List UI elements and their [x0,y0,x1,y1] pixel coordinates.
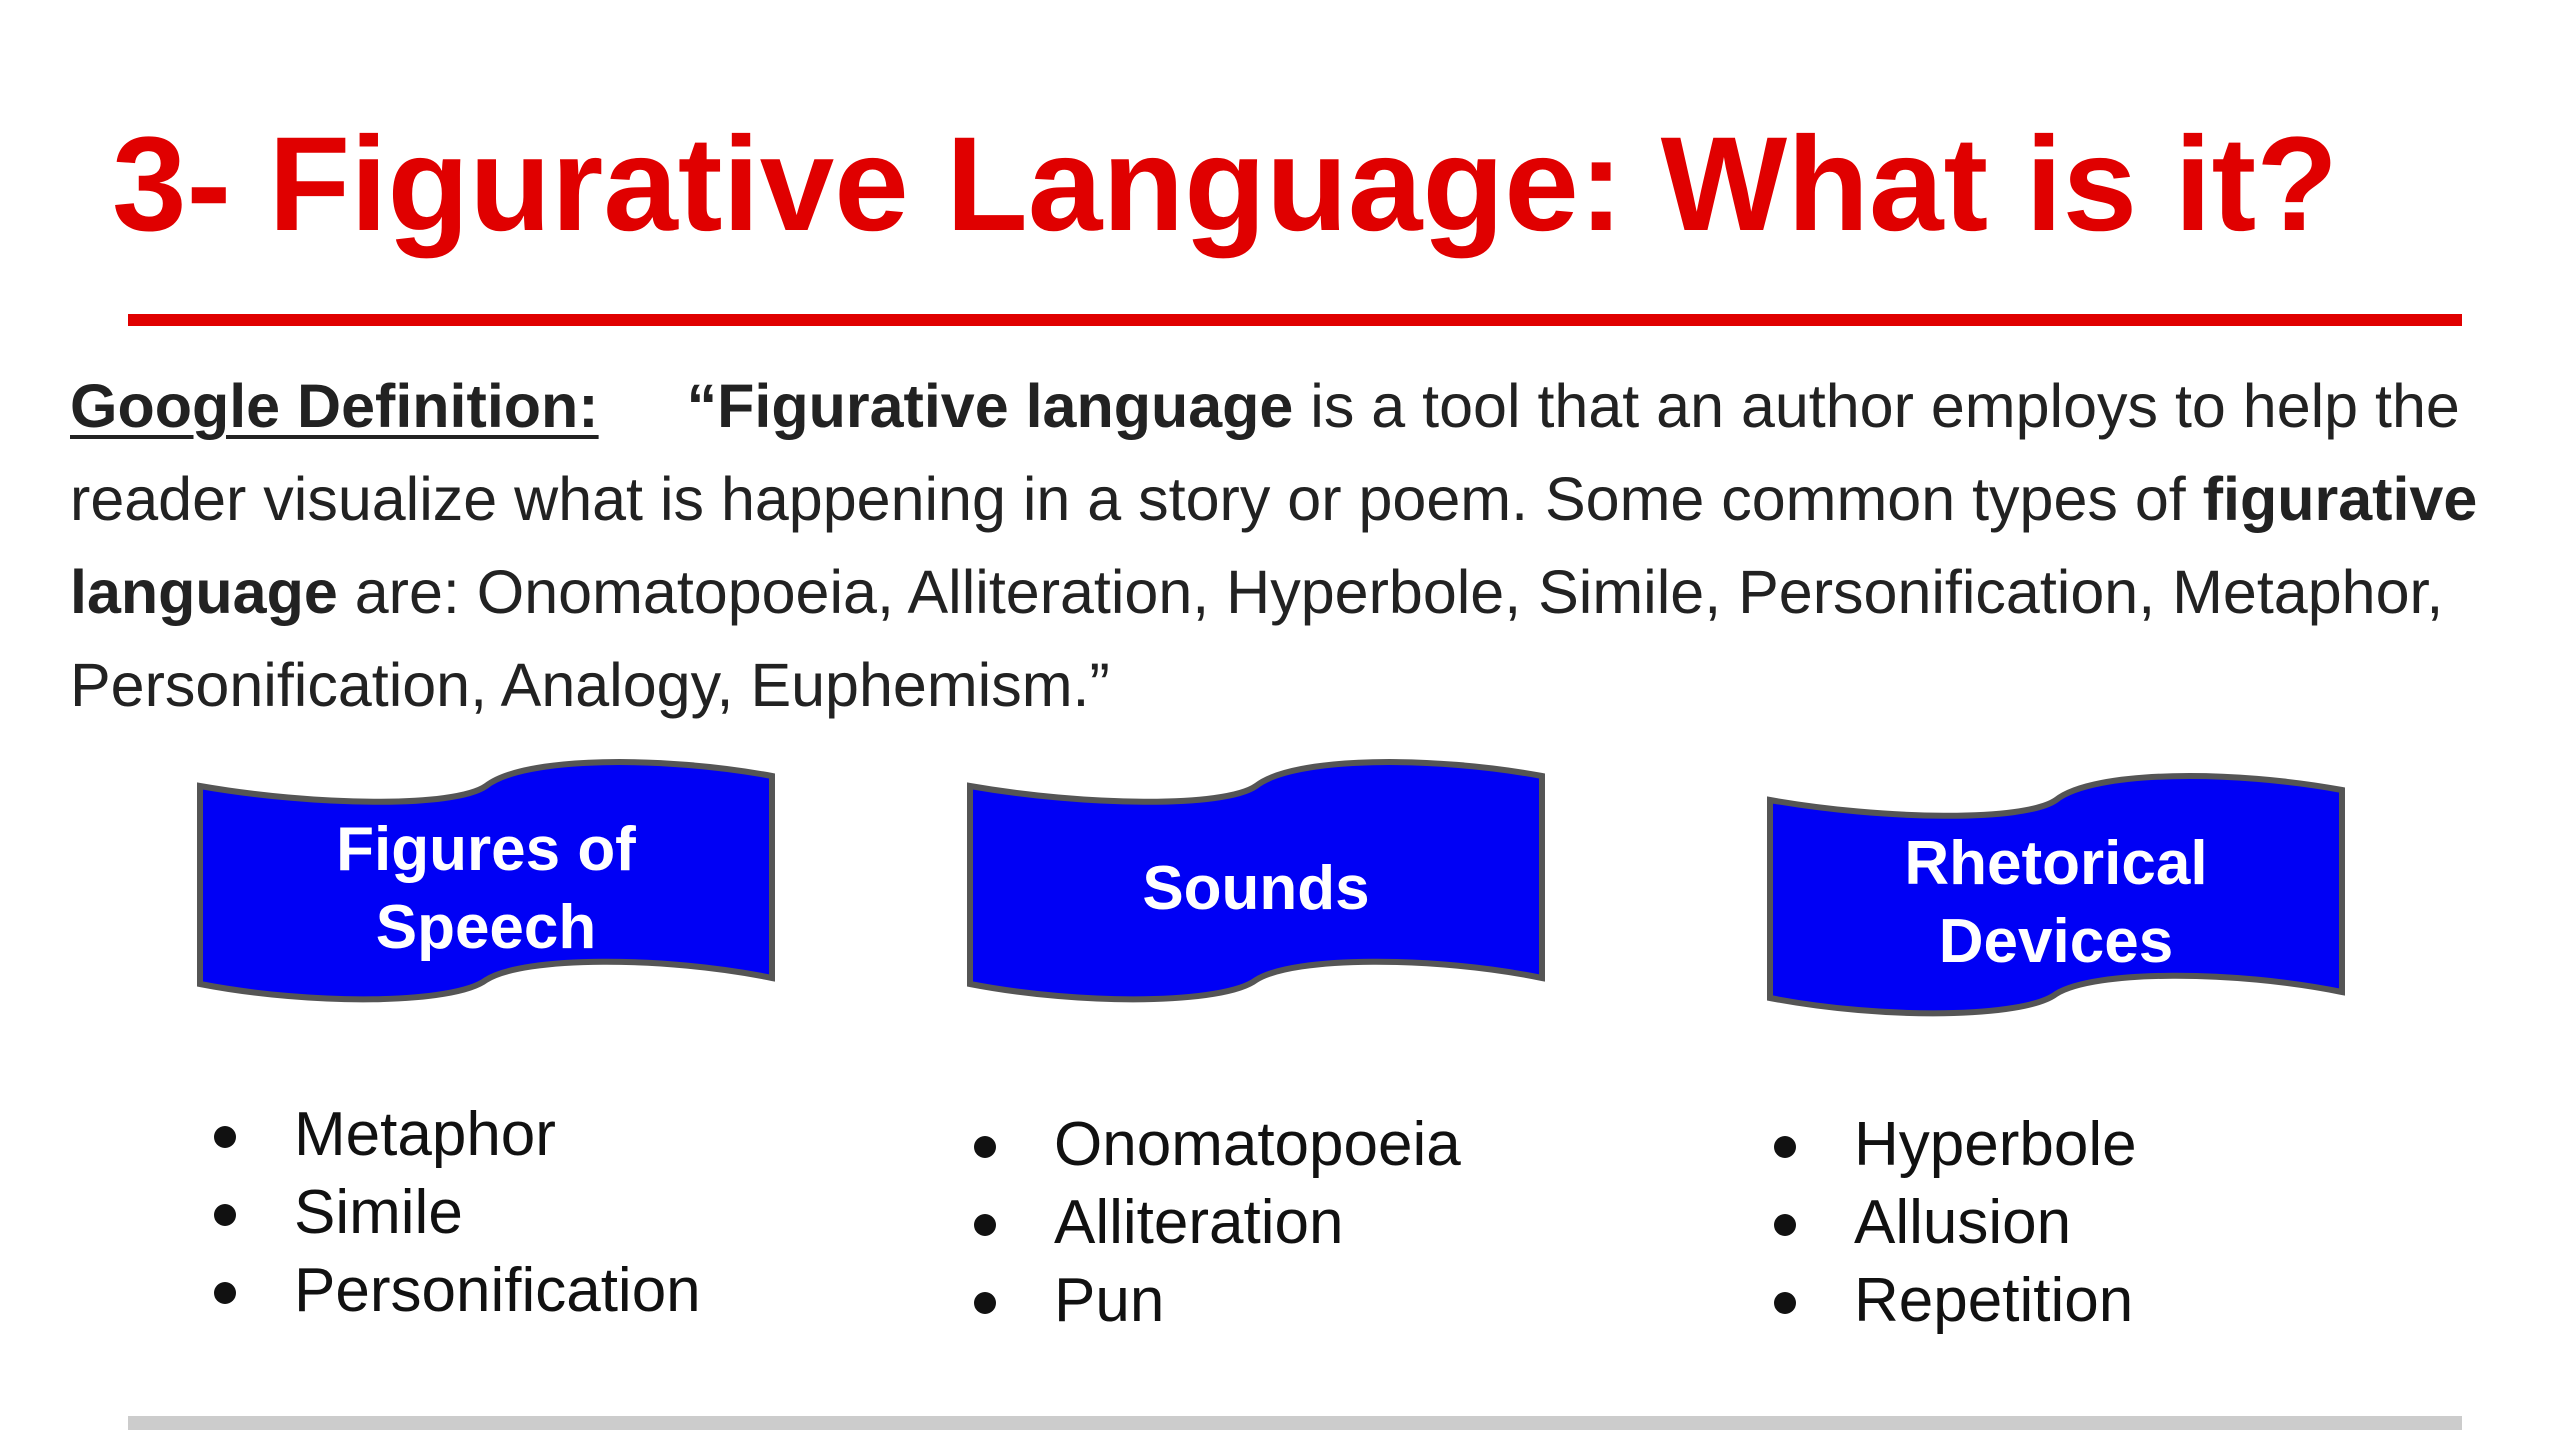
banner-label-line-2: Speech [375,893,597,962]
list-rhetorical-devices [1758,1106,2137,1340]
banner-label-line-1: Sounds [1142,854,1370,923]
bottom-divider [128,1416,2462,1430]
list-item: Onomatopoeia [958,1106,1461,1184]
definition-bold-term: “Figurative language [686,372,1294,440]
banner-label-line-1: Rhetorical [1904,829,2208,898]
list-item: Repetition [1758,1262,2137,1340]
list-item: Simile [198,1174,701,1252]
definition-bold-term-2: figurative language [70,465,2478,626]
list-item: Pun [958,1262,1461,1340]
list-figures-of-speech [198,1096,701,1330]
list-item: Allusion [1758,1184,2137,1262]
definition-label: Google Definition: [70,372,599,440]
banner-label [1764,828,2348,978]
definition-paragraph [70,360,2490,732]
definition-text-1: is a tool that an author employs to help the reader visualize what is happening in a story or poem. Some common types of [70,372,2460,533]
list-item: Metaphor [198,1096,701,1174]
banner-label-line-1: Figures of [336,815,636,884]
definition-text-2: are: Onomatopoeia, Alliteration, Hyperbole, Simile, Personification, Metaphor, Personification, Analogy, Euphemism.” [70,558,2444,719]
banner-label-line-2: Devices [1938,907,2174,976]
list-item: Alliteration [958,1184,1461,1262]
title-divider [128,314,2462,326]
slide-title: 3- Figurative Language: What is it? [112,110,2339,259]
list-sounds [958,1106,1461,1340]
banner-label [964,814,1548,964]
banner-label [194,814,778,964]
banner-rhetorical-devices [1764,770,2348,1024]
list-item: Personification [198,1252,701,1330]
banner-sounds [964,756,1548,1010]
list-item: Hyperbole [1758,1106,2137,1184]
banner-figures-of-speech [194,756,778,1010]
